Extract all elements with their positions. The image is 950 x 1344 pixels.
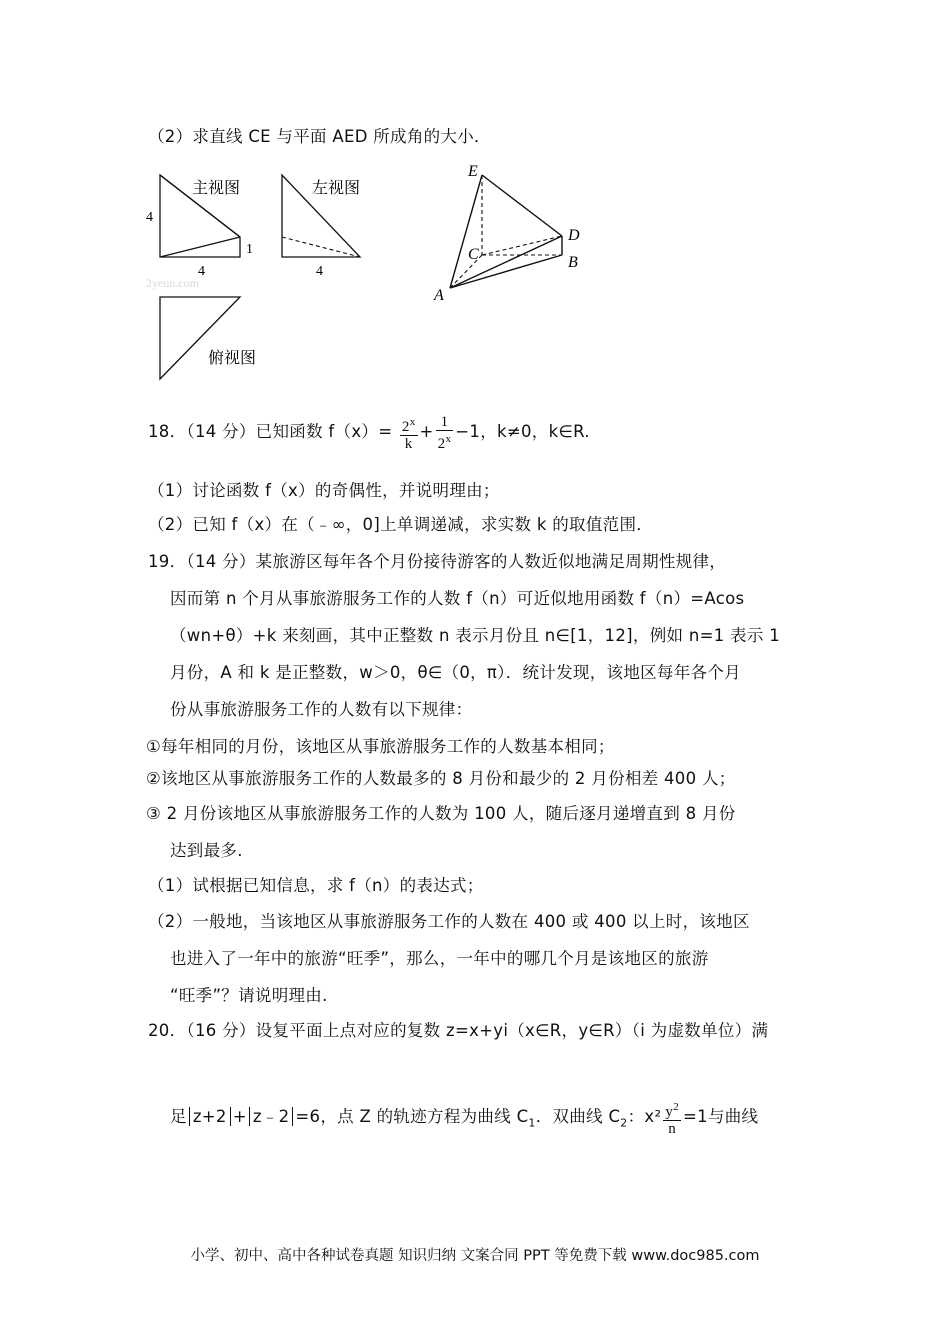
q19-part2c: “旺季”？请说明理由. <box>170 986 328 1005</box>
front-view <box>146 175 253 279</box>
q18-frac2-den: 2 <box>437 435 446 452</box>
label-C: C <box>468 246 479 263</box>
dim-1: 1 <box>246 242 253 257</box>
label-B: B <box>568 254 578 271</box>
q19-line2: 因而第 n 个月从事旅游服务工作的人数 f（n）可近似地用函数 f（n）=Acos <box>170 589 745 608</box>
side-view-label: 左视图 <box>312 178 361 197</box>
q20-line2-a: 足 <box>170 1107 187 1126</box>
q18-part2: （2）已知 f（x）在（﹣∞，0]上单调递减，求实数 k 的取值范围． <box>148 515 654 534</box>
q18-frac2-den-exp: x <box>445 432 452 445</box>
q18-plus: + <box>419 422 434 441</box>
q20-line2-e: =1 <box>683 1107 708 1126</box>
q20-line2-b: =6，点 Z 的轨迹方程为曲线 C <box>295 1107 529 1126</box>
top-view <box>160 297 256 379</box>
q20-line1: 20．（16 分）设复平面上点对应的复数 z=x+yi（x∈R，y∈R）（i 为虚数单位）满 <box>148 1021 769 1040</box>
q20-frac-den: n <box>668 1120 677 1137</box>
q20-plus: + <box>232 1107 247 1126</box>
dim-4-left: 4 <box>146 210 153 225</box>
watermark: 2yeun.com <box>146 276 199 290</box>
q19-line3: （wn+θ）+k 来刻画，其中正整数 n 表示月份且 n∈[1，12]，例如 n=1 表示 1 <box>170 626 781 645</box>
q18-suffix: −1，k≠0，k∈R. <box>455 422 590 441</box>
q20-abs2: z﹣2 <box>249 1107 294 1126</box>
q19-rule3a: ③ 2 月份该地区从事旅游服务工作的人数为 100 人，随后逐月递增直到 8 月份 <box>146 804 736 823</box>
q18-frac1 <box>400 414 418 452</box>
q19-part1: （1）试根据已知信息，求 f（n）的表达式； <box>148 876 484 895</box>
q20-line2-d: ：x² <box>627 1107 662 1126</box>
q19-line1: 19．（14 分）某旅游区每年各个月份接待游客的人数近似地满足周期性规律， <box>148 552 727 571</box>
q19-part2b: 也进入了一年中的旅游“旺季”，那么，一年中的哪几个月是该地区的旅游 <box>170 949 709 968</box>
q20-frac-num-exp: 2 <box>673 1100 679 1113</box>
q18-frac1-num-exp: x <box>409 415 416 428</box>
q20-frac <box>663 1099 681 1137</box>
q20-line2-c: ．双曲线 C <box>535 1107 621 1126</box>
side-view <box>282 175 360 279</box>
top-view-label: 俯视图 <box>208 348 257 367</box>
q19-rule1: ①每年相同的月份，该地区从事旅游服务工作的人数基本相同； <box>146 737 615 756</box>
q18-frac2 <box>436 414 454 452</box>
q20-sub2: 2 <box>620 1116 628 1130</box>
q18-frac2-num: 1 <box>436 414 454 431</box>
q19-part2a: （2）一般地，当该地区从事旅游服务工作的人数在 400 或 400 以上时，该地区 <box>148 912 750 931</box>
q18-frac1-den: k <box>404 435 413 452</box>
q18-prefix: 18．（14 分）已知函数 f（x）= <box>148 422 393 441</box>
solid-figure <box>430 160 590 305</box>
dim-4-side: 4 <box>316 264 323 279</box>
q18-part1: （1）讨论函数 f（x）的奇偶性，并说明理由； <box>148 481 500 500</box>
q18-stem <box>148 410 590 454</box>
q20-line2 <box>170 1095 758 1145</box>
q19-line4: 月份，A 和 k 是正整数，w＞0，θ∈（0，π）．统计发现，该地区每年各个月 <box>170 663 741 682</box>
q19-line5: 份从事旅游服务工作的人数有以下规律： <box>170 700 473 719</box>
label-E: E <box>468 163 478 180</box>
q19-rule2: ②该地区从事旅游服务工作的人数最多的 8 月份和最少的 2 月份相差 400 人； <box>146 769 736 788</box>
q20-sub1: 1 <box>528 1116 536 1130</box>
front-view-label: 主视图 <box>192 178 241 197</box>
label-A: A <box>434 287 444 304</box>
q20-abs1: z+2 <box>189 1107 231 1126</box>
q19-rule3b: 达到最多. <box>170 841 243 860</box>
q20-line2-f: 与曲线 <box>707 1107 759 1126</box>
q18-frac1-num: 2 <box>401 418 410 435</box>
page-footer: 小学、初中、高中各种试卷真题 知识归纳 文案合同 PPT 等免费下载 www.doc985.com <box>190 1248 760 1264</box>
three-view-figure <box>140 165 420 390</box>
label-D: D <box>568 227 580 244</box>
dim-4-bottom: 4 <box>198 264 205 279</box>
q17-part2: （2）求直线 CE 与平面 AED 所成角的大小． <box>148 127 491 146</box>
q20-frac-num: y <box>665 1103 674 1120</box>
